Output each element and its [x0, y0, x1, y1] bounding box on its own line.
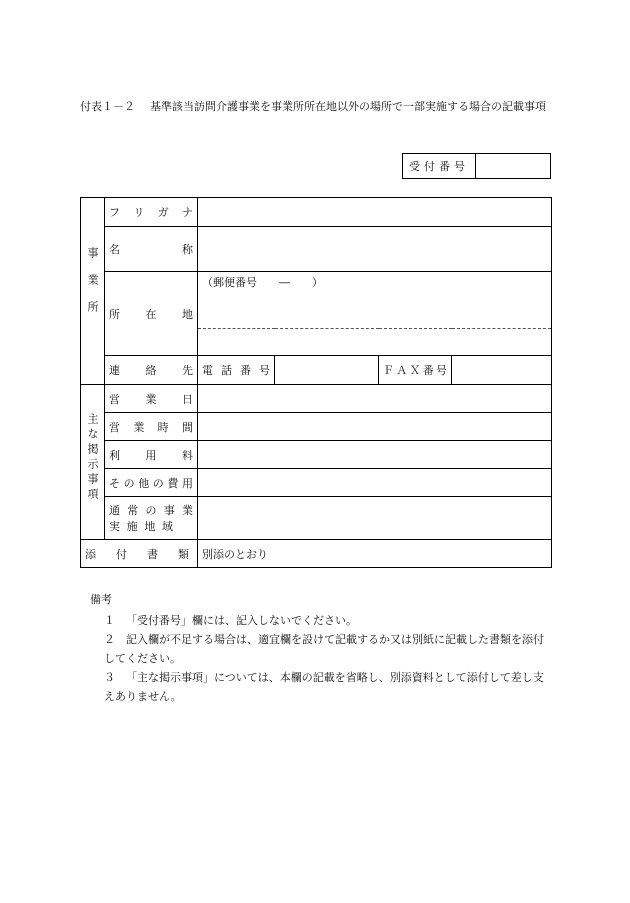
service-area-field[interactable]	[198, 497, 552, 540]
business-days-label: 営 業 日	[105, 385, 198, 413]
fax-field[interactable]	[452, 356, 552, 385]
business-days-field[interactable]	[198, 385, 552, 413]
note-text: 記入欄が不足する場合は、適宜欄を設けて記載するか又は別紙に記載した書類を添付してください。	[104, 633, 544, 665]
fax-label: Ｆ Ａ Ｘ 番 号	[379, 356, 452, 385]
note-number: １	[104, 614, 115, 627]
note-number: ２	[104, 633, 115, 646]
furigana-field[interactable]	[198, 198, 552, 227]
notes-section	[90, 590, 552, 706]
application-table	[80, 197, 552, 568]
business-group-text: 事業所	[86, 246, 99, 328]
attachment-value: 別添のとおり	[198, 540, 552, 568]
form-title: 基準該当訪問介護事業を事業所所在地以外の場所で一部実施する場合の記載事項	[150, 100, 546, 113]
usage-fee-label: 利 用 料	[105, 441, 198, 469]
business-hours-field[interactable]	[198, 413, 552, 441]
other-costs-field[interactable]	[198, 469, 552, 497]
business-group-label	[81, 198, 105, 385]
receipt-number-box	[402, 153, 551, 179]
phone-field[interactable]	[275, 356, 379, 385]
service-area-label: 通 常 の 事 業 実 施 地 域	[105, 497, 198, 540]
location-field[interactable]	[198, 272, 552, 329]
notes-heading: 備考	[90, 593, 112, 606]
note-number: ３	[104, 671, 115, 684]
business-hours-label: 営 業 時 間	[105, 413, 198, 441]
posting-group-label	[81, 385, 105, 540]
contact-label: 連 絡 先	[105, 356, 198, 385]
attachment-label: 添 付 書 類	[81, 540, 198, 568]
form-number: 付表１－２	[80, 100, 135, 113]
note-text: 「受付番号」欄には、記入しないでください。	[126, 614, 357, 627]
name-label: 名 称	[105, 227, 198, 272]
name-field[interactable]	[198, 227, 552, 272]
postal-code-prefix: （郵便番号 ― ）	[202, 276, 323, 289]
receipt-number-field[interactable]	[476, 154, 551, 179]
other-costs-label: そ の 他 の 費 用	[105, 469, 198, 497]
location-field-line2[interactable]	[198, 329, 552, 356]
note-text: 「主な掲示事項」については、本欄の記載を省略し、別添資料として添付して差し支えありません。	[104, 671, 544, 703]
note-item	[90, 630, 552, 668]
note-item	[90, 611, 552, 630]
note-item	[90, 668, 552, 706]
usage-fee-field[interactable]	[198, 441, 552, 469]
location-label: 所 在 地	[105, 272, 198, 356]
phone-label: 電 話 番 号	[198, 356, 275, 385]
receipt-number-label: 受付番号	[403, 154, 476, 179]
posting-group-text: 主な掲示事項	[86, 413, 99, 503]
furigana-label: フ リ ガ ナ	[105, 198, 198, 227]
document-title	[80, 98, 560, 116]
